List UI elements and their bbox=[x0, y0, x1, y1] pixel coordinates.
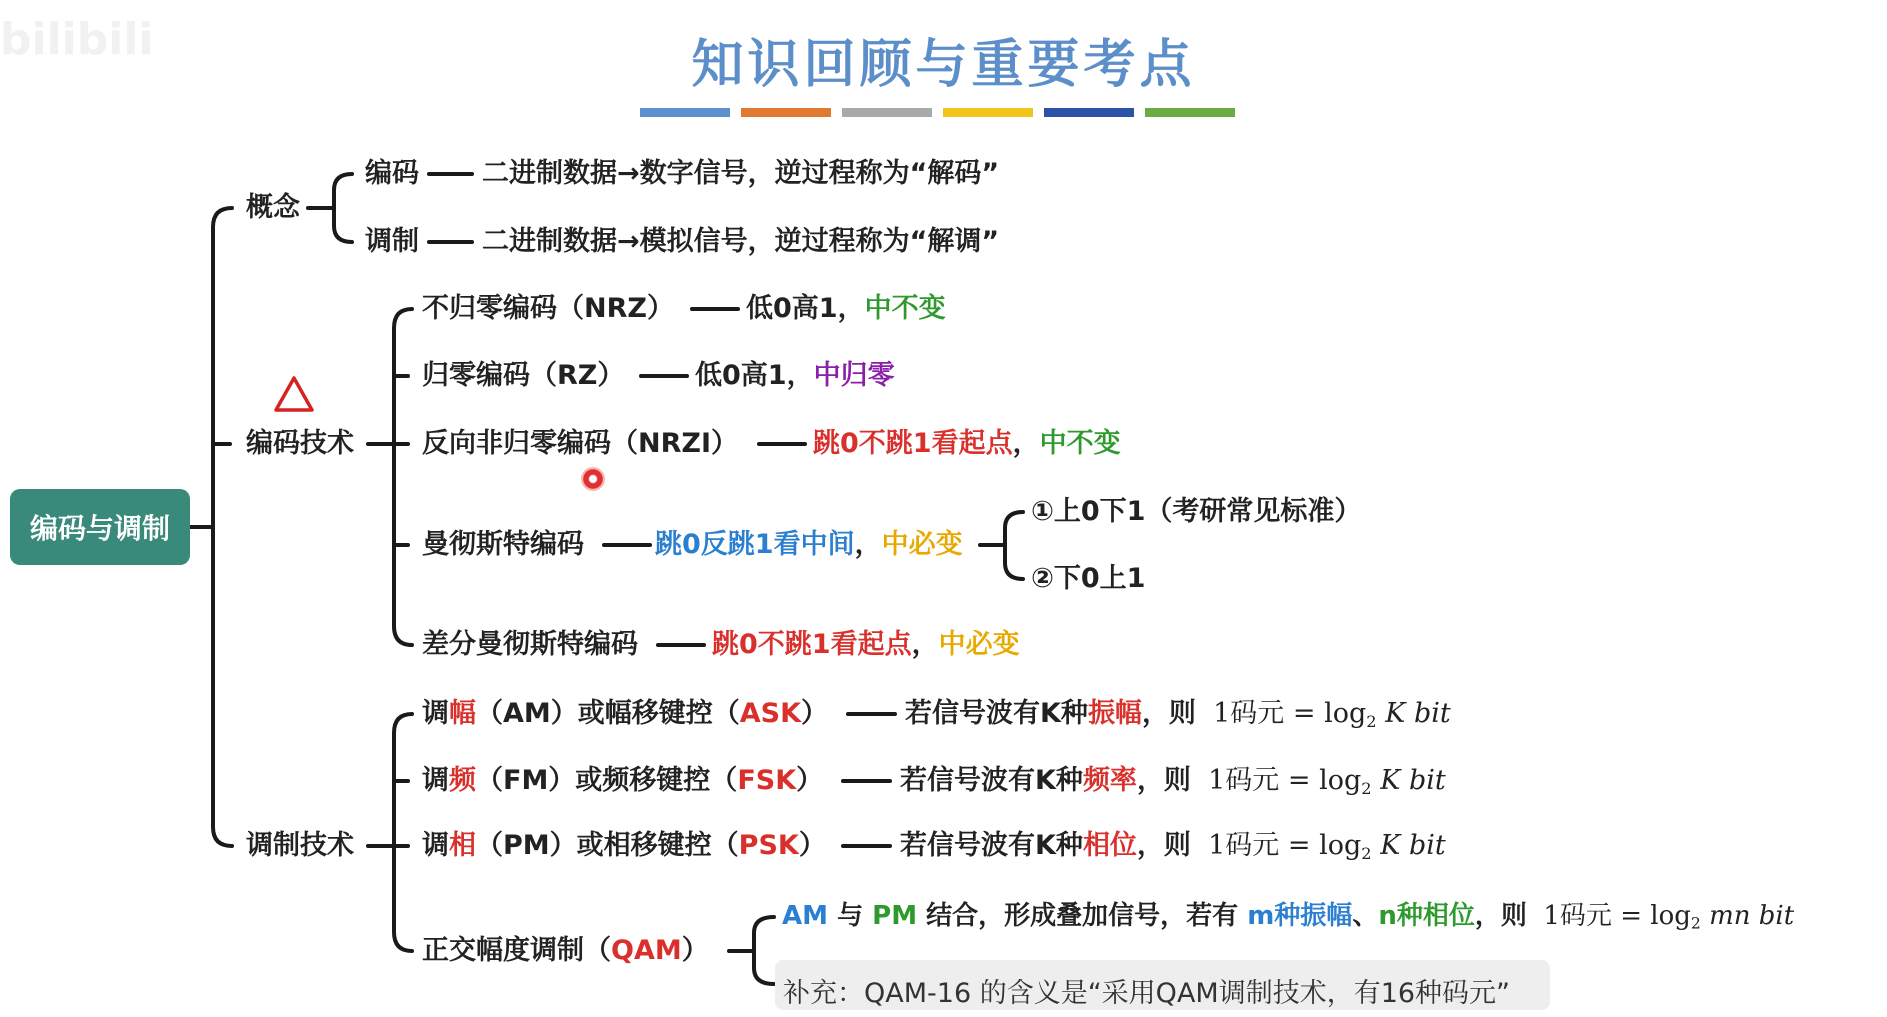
am-pre: 调 bbox=[422, 698, 449, 729]
fm-desc-hl: 频率 bbox=[1082, 765, 1137, 796]
diff-manchester-rule bbox=[712, 631, 1020, 658]
diff-rule-text: 跳0不跳1看起点 bbox=[712, 629, 912, 660]
pm-code: PSK bbox=[738, 830, 799, 861]
nrzi-node: 反向非归零编码（NRZI） bbox=[422, 428, 739, 459]
fm-end: ） bbox=[796, 765, 824, 796]
qam-n-phase: n种相位 bbox=[1378, 901, 1475, 931]
manchester-node: 曼彻斯特编码 bbox=[422, 529, 584, 560]
qam-f6: bit bbox=[1758, 901, 1795, 931]
fm-f3: log bbox=[1319, 765, 1362, 796]
manchester-sep: ， bbox=[854, 529, 882, 560]
am-f6: bit bbox=[1413, 698, 1451, 729]
am-code: ASK bbox=[739, 698, 802, 729]
am-mid: （AM）或幅移键控（ bbox=[476, 698, 740, 729]
pm-f2: = bbox=[1287, 830, 1311, 861]
qam-f1: 1码元 bbox=[1543, 901, 1612, 931]
qam-yu: 与 bbox=[837, 901, 864, 931]
diff-sep: ， bbox=[911, 629, 939, 660]
manchester-option-1: ①上0下1（考研常见标准） bbox=[1031, 496, 1362, 527]
am-hl: 幅 bbox=[449, 698, 476, 729]
am-f5: K bbox=[1385, 698, 1406, 729]
pm-desc-end: ，则 bbox=[1136, 830, 1191, 861]
nrzi-highlight: 中不变 bbox=[1039, 428, 1121, 459]
qam-note-text: 补充：QAM-16 的含义是“采用QAM调制技术，有16种码元” bbox=[783, 978, 1511, 1009]
rz-highlight: 中归零 bbox=[813, 360, 895, 391]
modulate-node: 调制 bbox=[365, 226, 419, 257]
rz-rule bbox=[695, 362, 895, 389]
diff-manchester-node: 差分曼彻斯特编码 bbox=[422, 629, 638, 660]
pm-mid: （PM）或相移键控（ bbox=[476, 830, 739, 861]
fm-hl: 频 bbox=[449, 765, 476, 796]
pm-f5: K bbox=[1380, 830, 1401, 861]
cursor-dot-icon bbox=[581, 467, 605, 491]
coding-node: 编码技术 bbox=[246, 428, 354, 459]
qam-note-box bbox=[775, 960, 1550, 1010]
rz-node: 归零编码（RZ） bbox=[422, 360, 625, 391]
coding-bracket bbox=[394, 309, 412, 645]
manchester-rule bbox=[655, 531, 963, 558]
fm-f5: K bbox=[1380, 765, 1401, 796]
diff-highlight: 中必变 bbox=[938, 629, 1020, 660]
nrzi-rule bbox=[813, 430, 1121, 457]
fm-pre: 调 bbox=[422, 765, 449, 796]
am-node bbox=[422, 700, 828, 727]
fm-desc-pre: 若信号波有K种 bbox=[900, 765, 1083, 796]
am-f3: log bbox=[1324, 698, 1367, 729]
qam-f2: = bbox=[1620, 901, 1642, 931]
triangle-annotation-icon bbox=[272, 374, 316, 414]
pm-math bbox=[1191, 830, 1446, 861]
qam-combine: 结合，形成叠加信号，若有 bbox=[926, 901, 1239, 931]
qam-pre: 正交幅度调制（ bbox=[422, 935, 611, 966]
fm-math bbox=[1191, 765, 1446, 796]
nrzi-sep: ， bbox=[1012, 428, 1040, 459]
modulate-description: 二进制数据→模拟信号，逆过程称为“解调” bbox=[482, 226, 1000, 257]
pm-hl: 相 bbox=[449, 830, 476, 861]
qam-am: AM bbox=[782, 901, 828, 931]
pm-node bbox=[422, 832, 826, 859]
root-bracket bbox=[213, 208, 232, 846]
fm-f6: bit bbox=[1408, 765, 1446, 796]
qam-bracket bbox=[754, 917, 774, 984]
am-desc-pre: 若信号波有K种 bbox=[905, 698, 1088, 729]
am-desc-hl: 振幅 bbox=[1087, 698, 1142, 729]
encode-node: 编码 bbox=[365, 158, 419, 189]
am-f2: = bbox=[1292, 698, 1316, 729]
pm-pre: 调 bbox=[422, 830, 449, 861]
fm-mid: （FM）或频移键控（ bbox=[476, 765, 738, 796]
page-title: 知识回顾与重要考点 bbox=[691, 34, 1196, 95]
pm-desc-pre: 若信号波有K种 bbox=[900, 830, 1083, 861]
fm-code: FSK bbox=[737, 765, 797, 796]
pm-f4: 2 bbox=[1361, 843, 1372, 863]
qam-description bbox=[782, 903, 1794, 932]
rz-rule-text: 低0高1， bbox=[695, 360, 814, 391]
pm-end: ） bbox=[798, 830, 826, 861]
fm-formula bbox=[900, 767, 1446, 797]
qam-f4: 2 bbox=[1690, 914, 1701, 933]
qam-end: ） bbox=[681, 935, 709, 966]
am-f1: 1码元 bbox=[1213, 698, 1285, 729]
fm-desc-end: ，则 bbox=[1136, 765, 1191, 796]
root-node: 编码与调制 bbox=[10, 489, 190, 565]
fm-f4: 2 bbox=[1361, 778, 1372, 798]
qam-m-amp: m种振幅 bbox=[1247, 901, 1353, 931]
pm-f1: 1码元 bbox=[1208, 830, 1280, 861]
fm-f2: = bbox=[1287, 765, 1311, 796]
pm-formula bbox=[900, 832, 1446, 862]
qam-code: QAM bbox=[611, 935, 682, 966]
pm-f3: log bbox=[1319, 830, 1362, 861]
am-math bbox=[1196, 698, 1451, 729]
nrz-rule-text: 低0高1， bbox=[746, 293, 865, 324]
pm-f6: bit bbox=[1408, 830, 1446, 861]
fm-node bbox=[422, 767, 823, 794]
fm-f1: 1码元 bbox=[1208, 765, 1280, 796]
qam-pm: PM bbox=[872, 901, 918, 931]
nrzi-rule-text: 跳0不跳1看起点 bbox=[813, 428, 1013, 459]
manchester-option-2: ②下0上1 bbox=[1031, 563, 1146, 594]
qam-f5: mn bbox=[1709, 901, 1751, 931]
qam-desc-end: ，则 bbox=[1474, 901, 1527, 931]
concept-node: 概念 bbox=[246, 192, 300, 223]
am-formula bbox=[905, 700, 1451, 730]
manchester-rule-text: 跳0反跳1看中间 bbox=[655, 529, 855, 560]
am-end: ） bbox=[801, 698, 829, 729]
manchester-highlight: 中必变 bbox=[881, 529, 963, 560]
encode-description: 二进制数据→数字信号，逆过程称为“解码” bbox=[482, 158, 1000, 189]
nrz-highlight: 中不变 bbox=[864, 293, 946, 324]
nrz-rule bbox=[746, 295, 946, 322]
qam-f3: log bbox=[1650, 901, 1691, 931]
concept-bracket bbox=[334, 174, 352, 242]
pm-desc-hl: 相位 bbox=[1082, 830, 1137, 861]
qam-dun: 、 bbox=[1352, 901, 1379, 931]
modulation-bracket bbox=[394, 714, 412, 951]
qam-node bbox=[422, 937, 709, 964]
manchester-options-bracket bbox=[1005, 512, 1023, 579]
modulation-node: 调制技术 bbox=[246, 830, 354, 861]
am-desc-end: ，则 bbox=[1141, 698, 1196, 729]
watermark: bilibili bbox=[0, 14, 154, 65]
nrz-node: 不归零编码（NRZ） bbox=[422, 293, 674, 324]
am-f4: 2 bbox=[1366, 711, 1377, 731]
qam-math bbox=[1527, 901, 1794, 931]
